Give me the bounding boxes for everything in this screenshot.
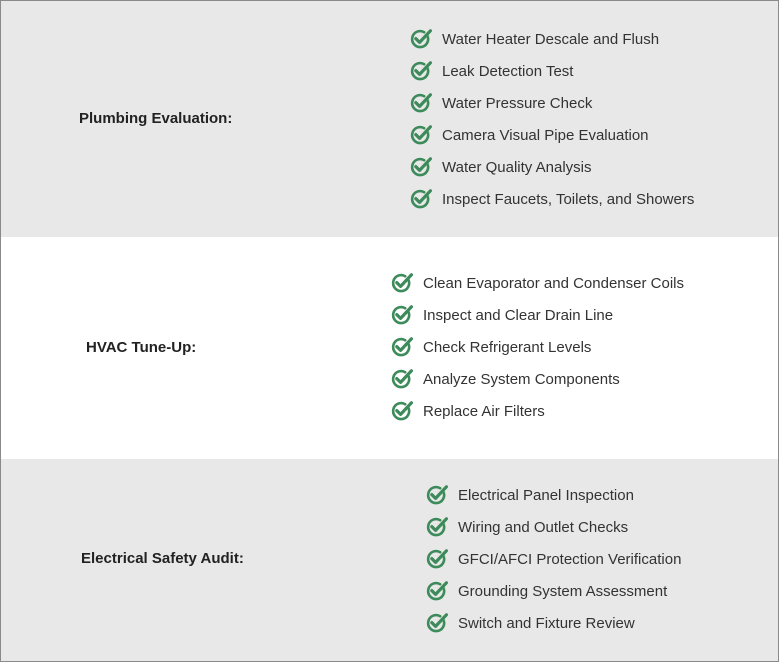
list-item [390,363,684,395]
list-item [409,23,694,55]
section-label: Electrical Safety Audit: [81,550,244,567]
list-item-text: Water Pressure Check [442,94,593,112]
list-item-text: Inspect and Clear Drain Line [423,306,614,324]
check-circle-icon [390,303,414,327]
check-circle-icon [409,59,433,83]
list-item-text: Grounding System Assessment [458,582,668,600]
check-circle-icon [425,547,449,571]
list-item-text: Switch and Fixture Review [458,614,635,632]
list-item [390,267,684,299]
list-item-text: Inspect Faucets, Toilets, and Showers [442,190,695,208]
section-label: HVAC Tune-Up: [86,339,197,356]
check-circle-icon [390,399,414,423]
list-item [409,55,694,87]
list-item-text: Clean Evaporator and Condenser Coils [423,274,684,292]
list-item [425,575,681,607]
check-circle-icon [390,335,414,359]
list-item [409,119,694,151]
check-circle-icon [425,515,449,539]
list-item [425,479,681,511]
list-item-text: Wiring and Outlet Checks [458,518,629,536]
check-circle-icon [409,123,433,147]
list-item-text: Water Quality Analysis [442,158,592,176]
section-hvac [1,237,778,459]
section-plumbing [1,1,778,237]
check-circle-icon [409,27,433,51]
section-label: Plumbing Evaluation: [79,110,233,127]
check-list [425,479,681,639]
list-item [390,395,684,427]
check-circle-icon [390,271,414,295]
section-electrical [1,459,778,661]
list-item [425,607,681,639]
check-circle-icon [425,579,449,603]
list-item [425,543,681,575]
list-item-text: Analyze System Components [423,370,620,388]
check-circle-icon [425,483,449,507]
check-circle-icon [425,611,449,635]
check-list [390,267,684,427]
list-item-text: Camera Visual Pipe Evaluation [442,126,649,144]
check-circle-icon [409,155,433,179]
check-list [409,23,694,215]
list-item [409,183,694,215]
list-item [409,87,694,119]
list-item [425,511,681,543]
list-item-text: Electrical Panel Inspection [458,486,634,504]
list-item-text: Leak Detection Test [442,62,574,80]
list-item-text: Water Heater Descale and Flush [442,30,660,48]
list-item [409,151,694,183]
list-item [390,331,684,363]
check-circle-icon [409,187,433,211]
check-circle-icon [390,367,414,391]
check-circle-icon [409,91,433,115]
list-item [390,299,684,331]
list-item-text: GFCI/AFCI Protection Verification [458,550,682,568]
list-item-text: Replace Air Filters [423,402,545,420]
list-item-text: Check Refrigerant Levels [423,338,592,356]
